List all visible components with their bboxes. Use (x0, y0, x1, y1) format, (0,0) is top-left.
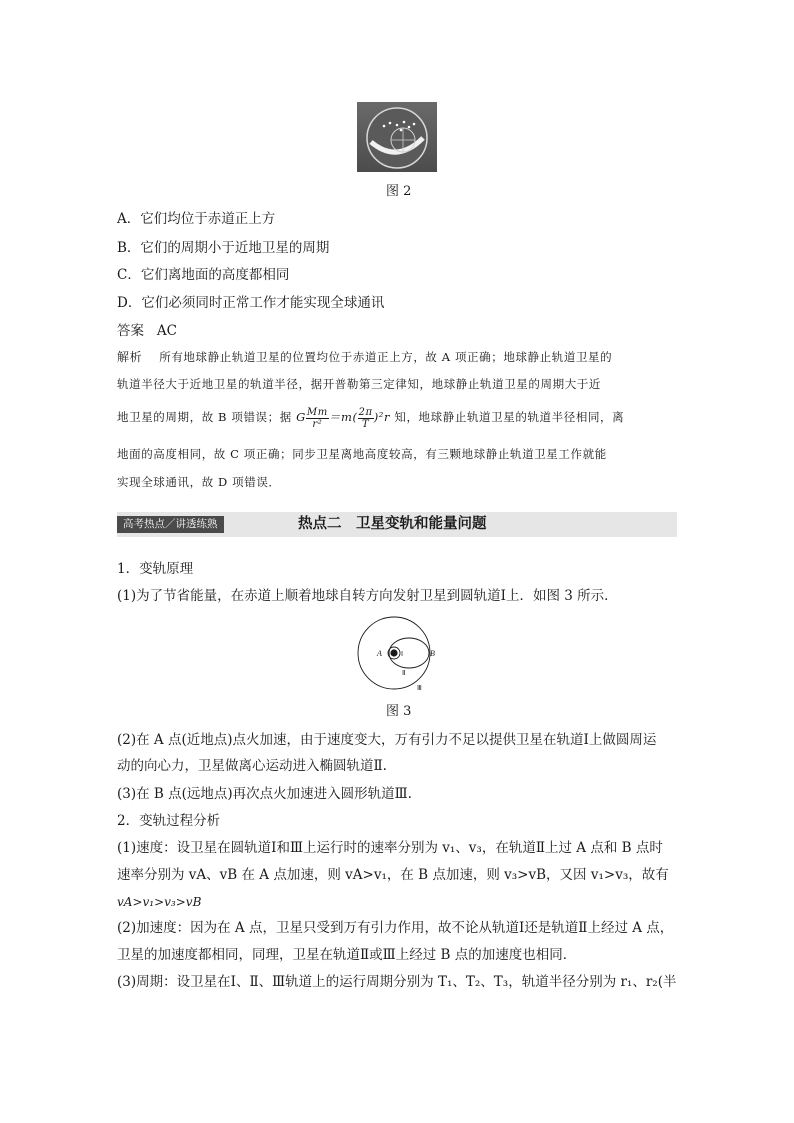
label-a: A (377, 649, 382, 658)
analysis-label: 解析 (117, 350, 143, 364)
answer-label: 答案 (117, 323, 144, 339)
paragraph-1: (1)为了节省能量，在赤道上顺着地球自转方向发射卫星到圆轨道Ⅰ上．如图 3 所示． (117, 588, 618, 604)
figure3-caption: 图 3 (386, 704, 412, 719)
label-ii: Ⅱ (402, 669, 406, 677)
label-b: B (430, 649, 435, 658)
period-line-1: (3)周期：设卫星在Ⅰ、Ⅱ、Ⅲ轨道上的运行周期分别为 T₁、T₂、T₃，轨道半径分别为 r₁、r₂(半 (117, 974, 677, 990)
velocity-line-3: vA>v₁>v₃>vB (117, 895, 202, 909)
paragraph-2b: 动的向心力，卫星做离心运动进入椭圆轨道Ⅱ. (117, 758, 387, 774)
option-b: B．它们的周期小于近地卫星的周期 (117, 240, 330, 256)
label-iii: Ⅲ (417, 684, 422, 692)
velocity-line-1: (1)速度：设卫星在圆轨道Ⅰ和Ⅲ上运行时的速率分别为 v₁、v₃，在轨道Ⅱ上过 A 点和 B 点时 (117, 840, 663, 856)
option-c: C．它们离地面的高度都相同 (117, 267, 290, 283)
figure2-caption: 图 2 (386, 184, 412, 199)
velocity-line-2: 速率分别为 vA、vB 在 A 点加速，则 vA>v₁，在 B 点加速，则 v₃>vB，又因 v₁>v₃，故有 (117, 867, 669, 883)
formula-fraction-mm-r2: $\frac{Mm}{\text{r²}}$ (306, 406, 328, 430)
option-d: D．它们必须同时正常工作才能实现全球通讯 (117, 295, 385, 311)
section-tag: 高考热点／讲透练熟 (117, 516, 224, 533)
heading-process-analysis: 2．变轨过程分析 (117, 813, 221, 829)
analysis-line-5: 实现全球通讯，故 D 项错误． (117, 475, 281, 489)
acceleration-line-2: 卫星的加速度都相同，同理，卫星在轨道Ⅱ或Ⅲ上经过 B 点的加速度也相同． (117, 947, 577, 963)
section-title: 热点二 卫星变轨和能量问题 (298, 516, 487, 532)
analysis-line-1: 解析 所有地球静止轨道卫星的位置均位于赤道正上方，故 A 项正确；地球静止轨道卫星的 (117, 350, 613, 364)
formula-g: G (296, 410, 306, 424)
answer-value: AC (156, 323, 177, 339)
acceleration-line-1: (2)加速度：因为在 A 点，卫星只受到万有引力作用，故不论从轨道Ⅰ还是轨道Ⅱ上经过 A 点， (117, 920, 674, 936)
option-a: A．它们均位于赤道正上方 (117, 211, 276, 227)
label-i: Ⅰ (401, 650, 404, 658)
heading-orbit-principle: 1．变轨原理 (117, 561, 194, 577)
answer-line (117, 322, 177, 340)
analysis-line-3: 地卫星的周期，故 B 项错误；据 G $\frac{Mm}{\text{r²}}$ ＝m( $\frac{2\pi}{T}$ )²r 知，地球静止轨道卫星的轨道半径相同，离 (117, 406, 625, 430)
orbit-diagram (355, 614, 435, 696)
beidou-logo-icon (357, 102, 437, 172)
analysis-line-4: 地面的高度相同，故 C 项正确；同步卫星离地高度较高，有三颗地球静止轨道卫星工作就能 (117, 447, 607, 461)
paragraph-2a: (2)在 A 点(近地点)点火加速，由于速度变大，万有引力不足以提供卫星在轨道Ⅰ上做圆周运 (117, 732, 657, 748)
formula-fraction-2pi-t: $\frac{2\pi}{T}$ (358, 406, 373, 430)
paragraph-3: (3)在 B 点(远地点)再次点火加速进入圆形轨道Ⅲ. (117, 786, 412, 802)
analysis-line-2: 轨道半径大于近地卫星的轨道半径，据开普勒第三定律知，地球静止轨道卫星的周期大于近 (117, 377, 601, 391)
beidou-logo-image (357, 102, 437, 172)
earth-dot (390, 649, 397, 656)
